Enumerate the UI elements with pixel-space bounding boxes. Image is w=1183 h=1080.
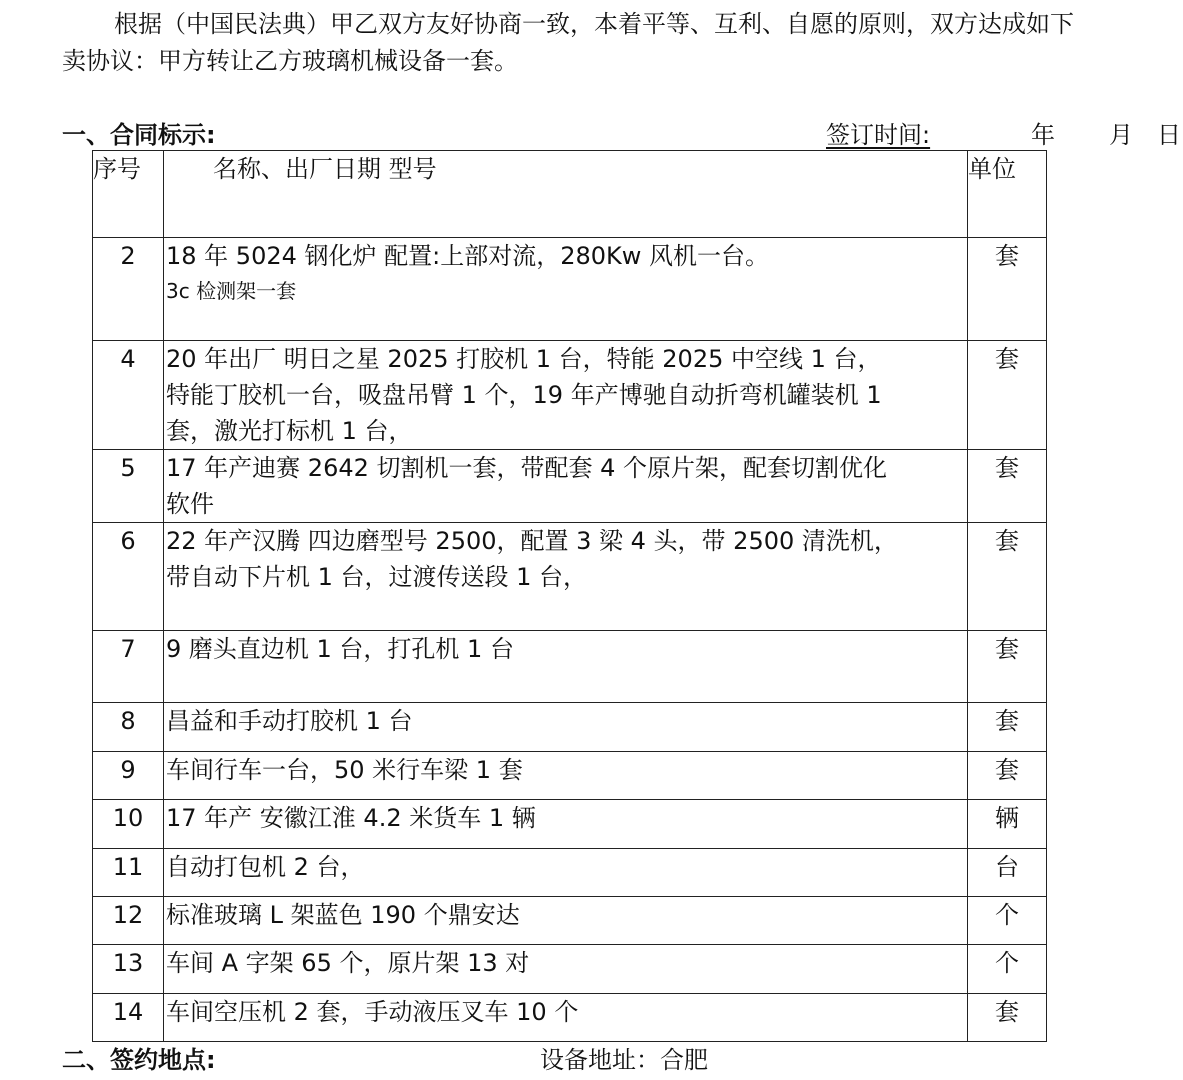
row-number: 6 <box>93 523 164 631</box>
description-line: 17 年产迪赛 2642 切割机一套，带配套 4 个原片架，配套切割优化 <box>166 454 888 482</box>
row-number: 5 <box>93 450 164 523</box>
header-name: 名称、出厂日期 型号 <box>213 155 437 183</box>
row-number: 11 <box>93 849 164 897</box>
row-number: 10 <box>93 800 164 849</box>
row-unit: 台 <box>968 849 1047 897</box>
row-description <box>164 800 968 849</box>
table-row <box>93 849 1047 897</box>
header-no: 序号 <box>93 151 164 238</box>
row-description <box>164 945 968 994</box>
description-line: 自动打包机 2 台， <box>166 853 365 881</box>
sign-date-label: 签订时间: <box>826 121 931 149</box>
row-description <box>164 994 968 1042</box>
row-number: 9 <box>93 752 164 800</box>
table-row <box>93 523 1047 631</box>
row-number: 12 <box>93 897 164 945</box>
row-unit: 套 <box>968 341 1047 450</box>
row-description <box>164 703 968 752</box>
sign-date-day: 日 <box>1157 121 1181 149</box>
table-header-row <box>93 151 1047 238</box>
table-row <box>93 341 1047 450</box>
table-row <box>93 800 1047 849</box>
row-unit: 套 <box>968 752 1047 800</box>
description-line: 20 年出厂 明日之星 2025 打胶机 1 台，特能 2025 中空线 1 台， <box>166 345 882 373</box>
row-description <box>164 897 968 945</box>
sign-date <box>826 115 1181 150</box>
section-1-title: 一、合同标示: <box>62 121 216 149</box>
description-line: 22 年产汉腾 四边磨型号 2500，配置 3 梁 4 头，带 2500 清洗机， <box>166 527 898 555</box>
table-row <box>93 631 1047 703</box>
description-line: 车间行车一台，50 米行车梁 1 套 <box>166 756 523 784</box>
description-line: 18 年 5024 钢化炉 配置:上部对流，280Kw 风机一台。 <box>166 242 770 270</box>
row-description <box>164 523 968 631</box>
row-description <box>164 752 968 800</box>
table-row <box>93 994 1047 1042</box>
row-number: 2 <box>93 238 164 341</box>
section-2-title: 二、签约地点: <box>62 1046 216 1074</box>
description-line: 套，激光打标机 1 台， <box>166 417 413 445</box>
table-row <box>93 945 1047 994</box>
row-number: 13 <box>93 945 164 994</box>
row-unit: 套 <box>968 994 1047 1042</box>
description-line: 标准玻璃 L 架蓝色 190 个鼎安达 <box>166 901 520 929</box>
table-row <box>93 752 1047 800</box>
row-description <box>164 450 968 523</box>
sign-date-month: 月 <box>1109 121 1133 149</box>
description-line: 昌益和手动打胶机 1 台 <box>166 707 413 735</box>
intro-paragraph <box>62 6 1183 80</box>
description-line: 3c 检测架一套 <box>166 279 297 303</box>
header-name-cell <box>164 151 968 238</box>
description-line: 车间 A 字架 65 个，原片架 13 对 <box>166 949 530 977</box>
row-unit: 套 <box>968 450 1047 523</box>
description-line: 17 年产 安徽江淮 4.2 米货车 1 辆 <box>166 804 536 832</box>
row-description <box>164 849 968 897</box>
row-unit: 套 <box>968 523 1047 631</box>
description-line: 软件 <box>166 490 214 518</box>
table-row <box>93 450 1047 523</box>
row-number: 8 <box>93 703 164 752</box>
row-number: 4 <box>93 341 164 450</box>
equipment-table <box>92 150 1047 1042</box>
intro-line-2: 卖协议：甲方转让乙方玻璃机械设备一套。 <box>62 47 518 75</box>
description-line: 特能丁胶机一台，吸盘吊臂 1 个，19 年产博驰自动折弯机罐装机 1 <box>166 381 882 409</box>
row-number: 7 <box>93 631 164 703</box>
header-unit: 单位 <box>968 151 1047 238</box>
row-description <box>164 238 968 341</box>
intro-line-1: 根据（中国民法典）甲乙双方友好协商一致，本着平等、互利、自愿的原则，双方达成如下 <box>114 10 1074 38</box>
row-description <box>164 341 968 450</box>
row-unit: 套 <box>968 631 1047 703</box>
row-unit: 辆 <box>968 800 1047 849</box>
row-unit: 套 <box>968 703 1047 752</box>
table-row <box>93 703 1047 752</box>
description-line: 9 磨头直边机 1 台，打孔机 1 台 <box>166 635 514 663</box>
table-row <box>93 897 1047 945</box>
row-unit: 个 <box>968 945 1047 994</box>
row-description <box>164 631 968 703</box>
row-unit: 个 <box>968 897 1047 945</box>
row-unit: 套 <box>968 238 1047 341</box>
table-row <box>93 238 1047 341</box>
description-line: 带自动下片机 1 台，过渡传送段 1 台， <box>166 563 588 591</box>
row-number: 14 <box>93 994 164 1042</box>
description-line: 车间空压机 2 套，手动液压叉车 10 个 <box>166 998 579 1026</box>
equipment-address: 设备地址：合肥 <box>540 1046 708 1074</box>
sign-date-year: 年 <box>1031 121 1055 149</box>
